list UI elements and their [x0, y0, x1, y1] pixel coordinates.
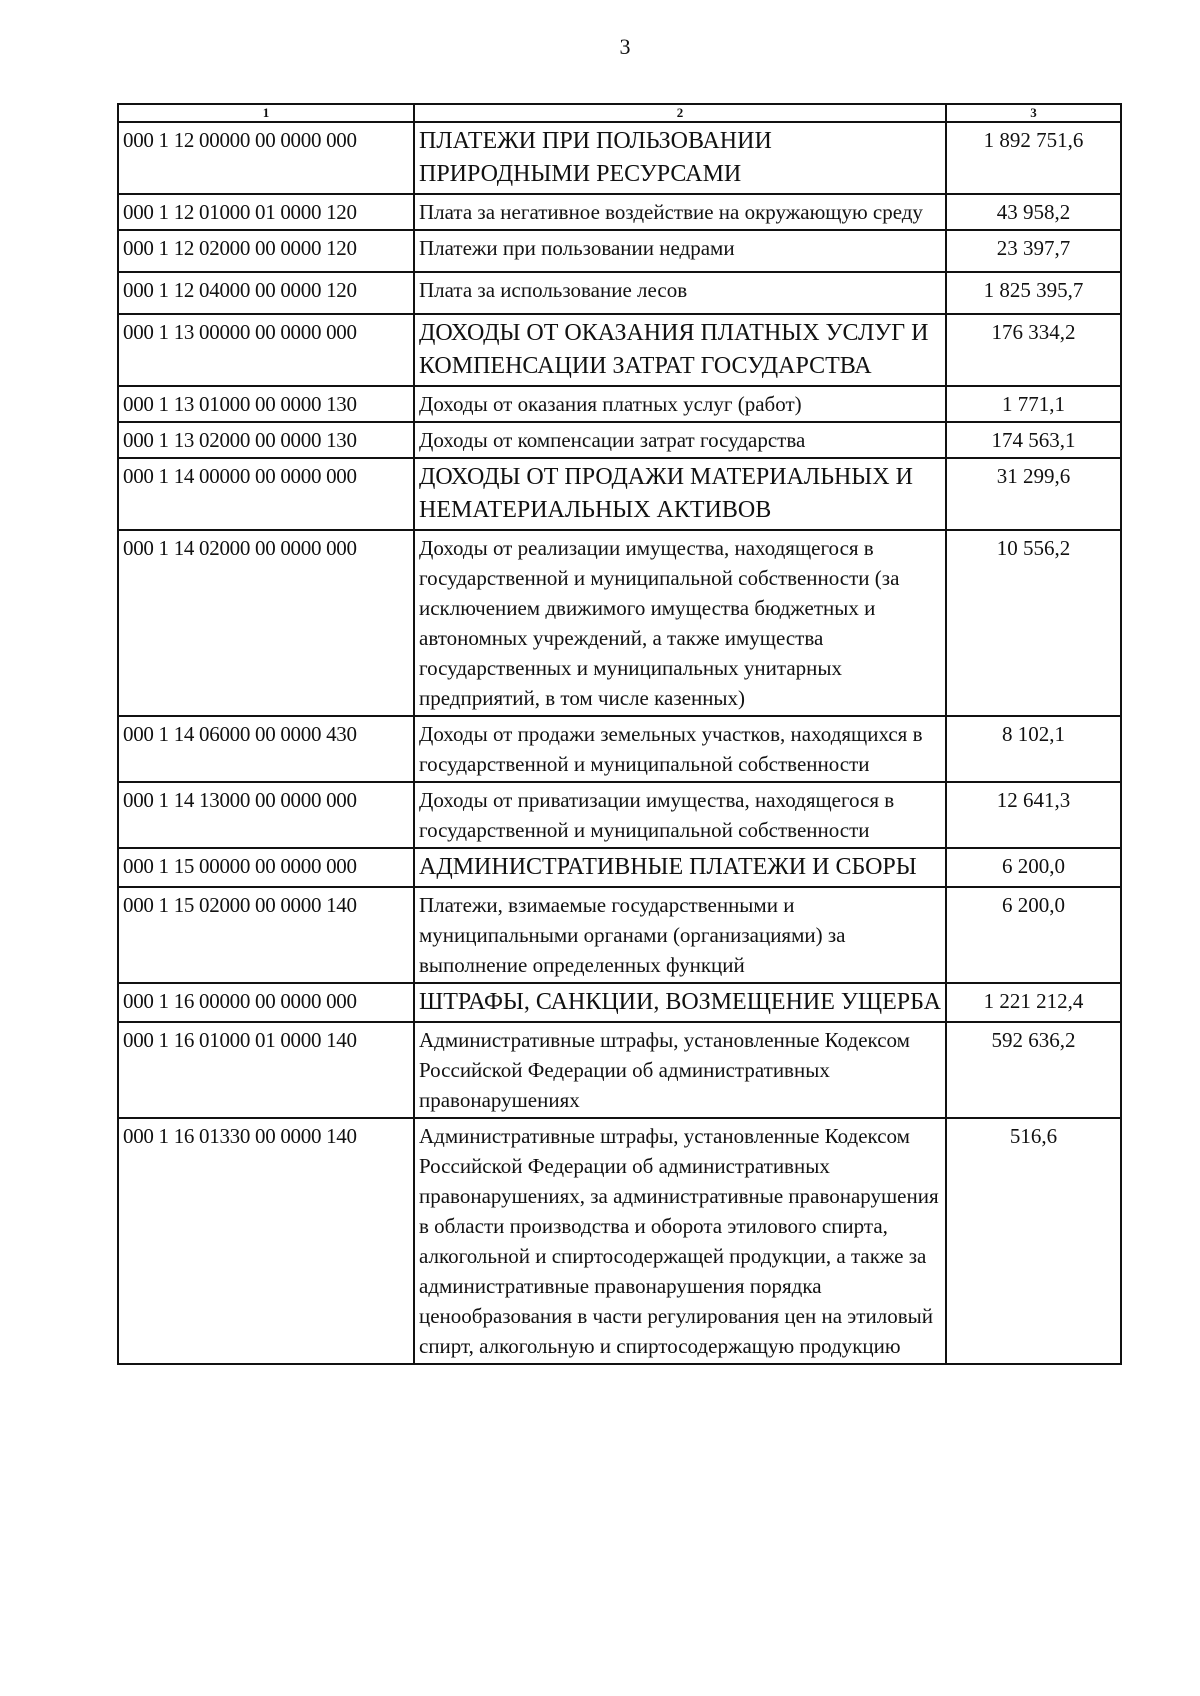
- row-name: ПЛАТЕЖИ ПРИ ПОЛЬЗОВАНИИ ПРИРОДНЫМИ РЕСУРСАМИ: [414, 122, 946, 194]
- table-row: [118, 848, 1121, 887]
- row-name: АДМИНИСТРАТИВНЫЕ ПЛАТЕЖИ И СБОРЫ: [414, 848, 946, 887]
- row-amount: 516,6: [946, 1118, 1121, 1364]
- column-header-code: 1: [118, 104, 414, 122]
- row-name: Платежи, взимаемые государственными и муниципальными органами (организациями) за выполнение определенных функций: [414, 887, 946, 983]
- row-code: 000 1 12 04000 00 0000 120: [118, 272, 414, 314]
- row-amount: 592 636,2: [946, 1022, 1121, 1118]
- table-row: [118, 716, 1121, 782]
- row-amount: 31 299,6: [946, 458, 1121, 530]
- row-code: 000 1 14 02000 00 0000 000: [118, 530, 414, 716]
- row-code: 000 1 16 01000 01 0000 140: [118, 1022, 414, 1118]
- row-amount: 23 397,7: [946, 230, 1121, 272]
- row-amount: 6 200,0: [946, 887, 1121, 983]
- column-header-name: 2: [414, 104, 946, 122]
- row-amount: 43 958,2: [946, 194, 1121, 230]
- row-amount: 6 200,0: [946, 848, 1121, 887]
- table-row: [118, 458, 1121, 530]
- budget-revenue-table: [117, 103, 1122, 1365]
- row-code: 000 1 12 00000 00 0000 000: [118, 122, 414, 194]
- row-name: Административные штрафы, установленные Кодексом Российской Федерации об административных правонарушениях: [414, 1022, 946, 1118]
- table-row: [118, 1022, 1121, 1118]
- table-row: [118, 983, 1121, 1022]
- row-code: 000 1 16 01330 00 0000 140: [118, 1118, 414, 1364]
- row-amount: 1 221 212,4: [946, 983, 1121, 1022]
- row-code: 000 1 12 01000 01 0000 120: [118, 194, 414, 230]
- row-code: 000 1 15 02000 00 0000 140: [118, 887, 414, 983]
- row-code: 000 1 12 02000 00 0000 120: [118, 230, 414, 272]
- table-row: [118, 386, 1121, 422]
- page-number: 3: [619, 34, 631, 59]
- table-row: [118, 1118, 1121, 1364]
- row-amount: 8 102,1: [946, 716, 1121, 782]
- table-row: [118, 782, 1121, 848]
- row-code: 000 1 13 01000 00 0000 130: [118, 386, 414, 422]
- row-name: Доходы от продажи земельных участков, находящихся в государственной и муниципальной собственности: [414, 716, 946, 782]
- row-name: Доходы от приватизации имущества, находящегося в государственной и муниципальной собственности: [414, 782, 946, 848]
- row-name: Плата за негативное воздействие на окружающую среду: [414, 194, 946, 230]
- row-code: 000 1 16 00000 00 0000 000: [118, 983, 414, 1022]
- row-amount: 1 771,1: [946, 386, 1121, 422]
- table-row: [118, 314, 1121, 386]
- row-name: ДОХОДЫ ОТ ПРОДАЖИ МАТЕРИАЛЬНЫХ И НЕМАТЕРИАЛЬНЫХ АКТИВОВ: [414, 458, 946, 530]
- table-row: [118, 422, 1121, 458]
- row-code: 000 1 13 00000 00 0000 000: [118, 314, 414, 386]
- table-row: [118, 194, 1121, 230]
- row-name: Доходы от оказания платных услуг (работ): [414, 386, 946, 422]
- row-name: Доходы от реализации имущества, находящегося в государственной и муниципальной собственности (за исключением движимого имущества бюджетных и автономных учреждений, а также имущества государственных и муниципальных унитарных предприятий, в том числе казенных): [414, 530, 946, 716]
- row-amount: 10 556,2: [946, 530, 1121, 716]
- row-name: Доходы от компенсации затрат государства: [414, 422, 946, 458]
- table-row: [118, 887, 1121, 983]
- row-name: Плата за использование лесов: [414, 272, 946, 314]
- row-amount: 176 334,2: [946, 314, 1121, 386]
- row-name: Платежи при пользовании недрами: [414, 230, 946, 272]
- row-amount: 1 825 395,7: [946, 272, 1121, 314]
- row-name: ДОХОДЫ ОТ ОКАЗАНИЯ ПЛАТНЫХ УСЛУГ И КОМПЕНСАЦИИ ЗАТРАТ ГОСУДАРСТВА: [414, 314, 946, 386]
- row-amount: 1 892 751,6: [946, 122, 1121, 194]
- table-row: [118, 230, 1121, 272]
- table-row: [118, 530, 1121, 716]
- row-name: Административные штрафы, установленные Кодексом Российской Федерации об административных правонарушениях, за административные правонарушения в области производства и оборота этилового спирта, алкогольной и спиртосодержащей продукции, а также за административные правонарушения порядка ценообразования в части регулирования цен на этиловый спирт, алкогольную и спиртосодержащую продукцию: [414, 1118, 946, 1364]
- table-header-row: [118, 104, 1121, 122]
- column-header-amount: 3: [946, 104, 1121, 122]
- row-code: 000 1 14 00000 00 0000 000: [118, 458, 414, 530]
- row-name: ШТРАФЫ, САНКЦИИ, ВОЗМЕЩЕНИЕ УЩЕРБА: [414, 983, 946, 1022]
- table-row: [118, 122, 1121, 194]
- row-code: 000 1 14 06000 00 0000 430: [118, 716, 414, 782]
- row-amount: 12 641,3: [946, 782, 1121, 848]
- row-code: 000 1 13 02000 00 0000 130: [118, 422, 414, 458]
- row-amount: 174 563,1: [946, 422, 1121, 458]
- row-code: 000 1 14 13000 00 0000 000: [118, 782, 414, 848]
- row-code: 000 1 15 00000 00 0000 000: [118, 848, 414, 887]
- table-row: [118, 272, 1121, 314]
